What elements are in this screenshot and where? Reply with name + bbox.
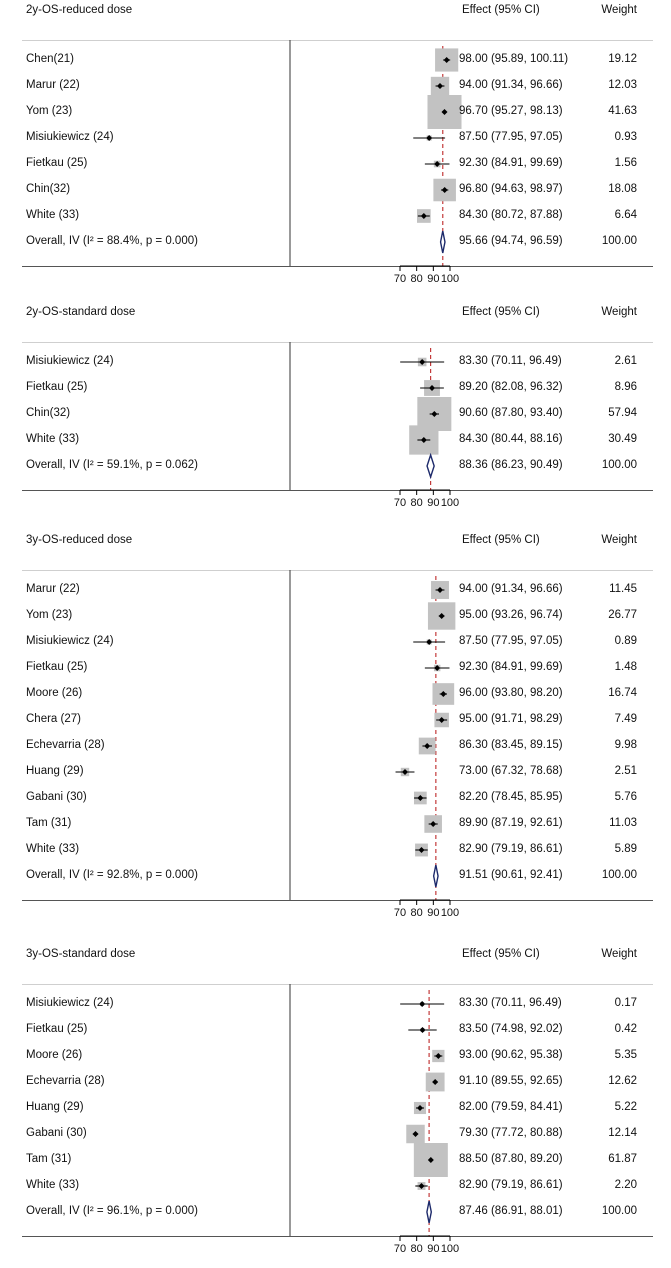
weight-column-header: Weight [601,306,637,318]
x-axis-tick-label: 80 [410,497,423,509]
x-axis-tick-label: 70 [393,1243,407,1255]
overall-weight: 100.00 [601,1205,637,1217]
study-label: Yom (23) [26,105,73,117]
study-weight: 18.08 [608,183,637,195]
x-axis-tick-label: 90 [427,497,440,509]
study-label: Chin(32) [26,183,71,195]
study-label: Moore (26) [26,687,83,699]
study-label: Huang (29) [26,1101,84,1113]
study-effect-ci: 91.10 (89.55, 92.65) [459,1075,563,1087]
study-label: Misiukiewicz (24) [26,355,114,367]
study-effect-ci: 82.00 (79.59, 84.41) [459,1101,563,1113]
study-label: Gabani (30) [26,791,87,803]
forest-panel [0,302,671,522]
x-axis-tick-label: 90 [427,907,440,919]
study-label: Marur (22) [26,583,80,595]
forest-plot-svg [0,302,671,522]
x-axis-tick-label: 80 [410,907,423,919]
study-weight: 5.76 [614,791,637,803]
study-weight: 2.51 [614,765,637,777]
study-label: Chen(21) [26,53,74,65]
study-effect-point [420,1027,426,1033]
overall-effect-ci: 87.46 (86.91, 88.01) [459,1205,563,1217]
overall-diamond [427,455,434,477]
study-effect-ci: 84.30 (80.44, 88.16) [459,433,563,445]
weight-column-header: Weight [601,948,637,960]
study-effect-ci: 87.50 (77.95, 97.05) [459,635,563,647]
x-axis-tick-label: 100 [440,907,460,919]
panel-title: 2y-OS-reduced dose [26,4,133,16]
overall-effect-ci: 88.36 (86.23, 90.49) [459,459,563,471]
study-weight: 11.45 [609,583,637,595]
study-weight: 30.49 [608,433,637,445]
study-weight: 12.62 [608,1075,637,1087]
forest-plot-svg [0,944,671,1268]
study-weight: 12.14 [608,1127,637,1139]
study-effect-ci: 94.00 (91.34, 96.66) [459,583,563,595]
overall-weight: 100.00 [601,459,637,471]
study-label: Yom (23) [26,609,73,621]
study-label: Moore (26) [26,1049,83,1061]
study-effect-ci: 89.90 (87.19, 92.61) [459,817,563,829]
study-label: Echevarria (28) [26,739,105,751]
study-label: Fietkau (25) [26,157,88,169]
overall-weight: 100.00 [601,869,637,881]
weight-column-header: Weight [601,4,637,16]
study-label: Misiukiewicz (24) [26,997,114,1009]
overall-effect-ci: 91.51 (90.61, 92.41) [459,869,563,881]
study-effect-ci: 87.50 (77.95, 97.05) [459,131,563,143]
panel-title: 3y-OS-standard dose [26,948,136,960]
study-label: Misiukiewicz (24) [26,131,114,143]
study-effect-ci: 94.00 (91.34, 96.66) [459,79,563,91]
x-axis-tick-label: 100 [440,1243,460,1255]
study-label: White (33) [26,1179,80,1191]
study-weight: 2.61 [614,355,637,367]
study-label: Chera (27) [26,713,81,725]
study-weight: 12.03 [608,79,637,91]
study-effect-ci: 96.80 (94.63, 98.97) [459,183,563,195]
study-weight: 1.56 [614,157,637,169]
study-effect-ci: 82.90 (79.19, 86.61) [459,843,563,855]
study-weight: 9.98 [614,739,637,751]
study-effect-ci: 92.30 (84.91, 99.69) [459,157,563,169]
study-weight: 8.96 [614,381,637,393]
study-weight: 0.89 [614,635,637,647]
study-weight: 11.03 [609,817,637,829]
overall-label: Overall, IV (I² = 92.8%, p = 0.000) [26,869,198,881]
x-axis-tick-label: 100 [440,497,460,509]
x-axis-tick-label: 100 [440,273,460,285]
study-label: Fietkau (25) [26,661,88,673]
overall-diamond [427,1201,431,1223]
study-label: Marur (22) [26,79,80,91]
overall-diamond [434,865,438,887]
study-label: White (33) [26,433,80,445]
study-effect-ci: 96.00 (93.80, 98.20) [459,687,563,699]
study-effect-ci: 83.30 (70.11, 96.49) [459,997,562,1009]
x-axis-tick-label: 70 [393,273,407,285]
study-weight: 1.48 [614,661,637,673]
study-effect-ci: 84.30 (80.72, 87.88) [459,209,563,221]
study-effect-ci: 93.00 (90.62, 95.38) [459,1049,563,1061]
study-effect-ci: 86.30 (83.45, 89.15) [459,739,563,751]
x-axis-tick-label: 90 [427,1243,440,1255]
study-weight: 57.94 [608,407,637,419]
x-axis-tick-label: 70 [393,497,407,509]
study-weight: 5.35 [614,1049,637,1061]
study-weight: 41.63 [608,105,637,117]
effect-column-header: Effect (95% CI) [462,306,540,318]
study-effect-ci: 90.60 (87.80, 93.40) [459,407,563,419]
x-axis-tick-label: 70 [393,907,407,919]
study-effect-ci: 89.20 (82.08, 96.32) [459,381,563,393]
study-effect-ci: 79.30 (77.72, 80.88) [459,1127,563,1139]
study-weight: 2.20 [614,1179,637,1191]
study-effect-ci: 83.50 (74.98, 92.02) [459,1023,563,1035]
weight-column-header: Weight [601,534,637,546]
overall-label: Overall, IV (I² = 88.4%, p = 0.000) [26,235,198,247]
study-weight: 61.87 [608,1153,637,1165]
study-label: Chin(32) [26,407,71,419]
study-weight: 7.49 [614,713,637,725]
study-weight: 0.42 [614,1023,637,1035]
x-axis-tick-label: 80 [410,1243,423,1255]
study-effect-ci: 96.70 (95.27, 98.13) [459,105,563,117]
study-weight: 0.93 [614,131,637,143]
study-label: Misiukiewicz (24) [26,635,114,647]
study-effect-ci: 82.20 (78.45, 85.95) [459,791,563,803]
study-label: Tam (31) [26,817,72,829]
overall-label: Overall, IV (I² = 59.1%, p = 0.062) [26,459,198,471]
study-effect-ci: 73.00 (67.32, 78.68) [459,765,563,777]
study-label: Fietkau (25) [26,1023,88,1035]
effect-column-header: Effect (95% CI) [462,4,540,16]
study-label: Echevarria (28) [26,1075,105,1087]
study-label: Fietkau (25) [26,381,88,393]
study-label: White (33) [26,209,80,221]
effect-column-header: Effect (95% CI) [462,534,540,546]
overall-effect-ci: 95.66 (94.74, 96.59) [459,235,563,247]
study-effect-ci: 98.00 (95.89, 100.11) [459,53,569,65]
study-effect-ci: 82.90 (79.19, 86.61) [459,1179,563,1191]
study-effect-ci: 92.30 (84.91, 99.69) [459,661,563,673]
study-effect-ci: 83.30 (70.11, 96.49) [459,355,562,367]
overall-diamond [441,231,445,253]
forest-panel [0,944,671,1268]
study-label: Huang (29) [26,765,84,777]
study-label: White (33) [26,843,80,855]
panel-title: 2y-OS-standard dose [26,306,136,318]
overall-label: Overall, IV (I² = 96.1%, p = 0.000) [26,1205,198,1217]
study-weight: 26.77 [608,609,637,621]
study-effect-point [419,1001,425,1007]
effect-column-header: Effect (95% CI) [462,948,540,960]
overall-weight: 100.00 [601,235,637,247]
study-label: Tam (31) [26,1153,72,1165]
forest-panel [0,530,671,935]
study-weight: 6.64 [614,209,637,221]
x-axis-tick-label: 90 [427,273,440,285]
study-effect-ci: 95.00 (91.71, 98.29) [459,713,563,725]
x-axis-tick-label: 80 [410,273,423,285]
forest-panel [0,0,671,290]
study-weight: 5.89 [614,843,637,855]
study-effect-ci: 95.00 (93.26, 96.74) [459,609,563,621]
panel-title: 3y-OS-reduced dose [26,534,133,546]
study-weight: 16.74 [608,687,637,699]
study-label: Gabani (30) [26,1127,87,1139]
study-weight: 19.12 [608,53,637,65]
study-weight: 0.17 [614,997,637,1009]
study-weight: 5.22 [614,1101,637,1113]
study-effect-ci: 88.50 (87.80, 89.20) [459,1153,563,1165]
